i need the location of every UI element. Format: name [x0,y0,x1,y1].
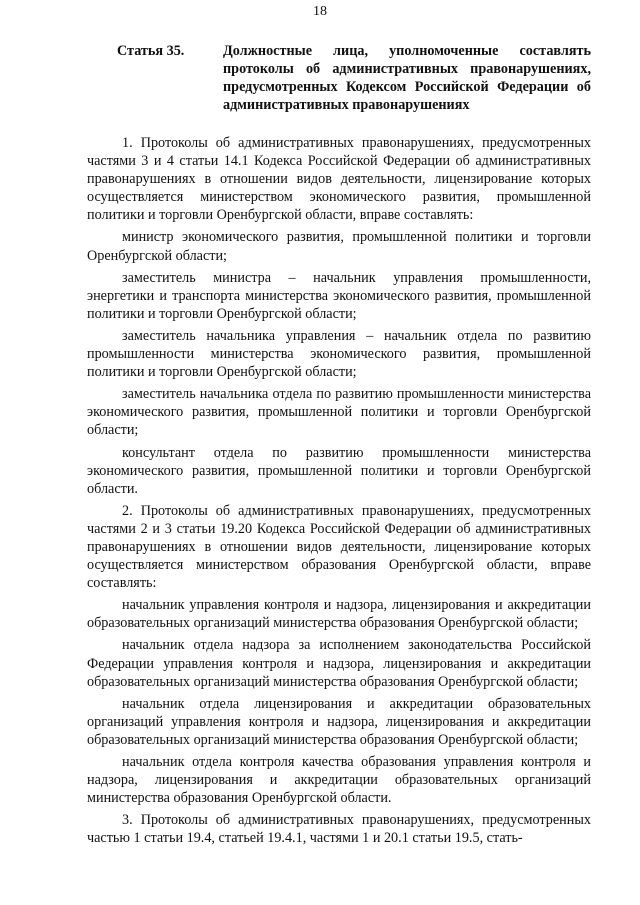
paragraph-3: 3. Протоколы об административных правонарушениях, предусмотренных частью 1 статьи 19.4, статьей 19.4.1, частями 1 и 20.1 статьи 19.5, стать- [87,812,591,847]
paragraph-2: 2. Протоколы об административных правонарушениях, предусмотренных частями 2 и 3 статьи 19.20 Кодекса Российской Федерации об административных правонарушениях в отношении видов деятельности, лицензирование которых осуществляется министерством образования Оренбургской области, вправе составлять: [87,502,591,592]
article-header [117,42,591,114]
article-number: Статья 35. [117,43,185,59]
list-item: консультант отдела по развитию промышленности министерства экономического развития, промышленной политики и торговли Оренбургской области. [87,444,591,497]
article-title: Должностные лица, уполномоченные составлять протоколы об административных правонарушениях, предусмотренных Кодексом Российской Федерации об административных правонарушениях [223,43,591,113]
list-item: начальник отдела контроля качества образования управления контроля и надзора, лицензирования и аккредитации образовательных организаций министерства образования Оренбургской области. [87,754,591,807]
list-item: начальник отдела надзора за исполнением законодательства Российской Федерации управления контроля и надзора, лицензирования и аккредитации образовательных организаций министерства образования Оренбургской области; [87,637,591,690]
article-body [87,134,591,847]
list-item: заместитель начальника управления – начальник отдела по развитию промышленности министерства экономического развития, промышленной политики и торговли Оренбургской области; [87,327,591,381]
paragraph-1: 1. Протоколы об административных правонарушениях, предусмотренных частями 3 и 4 статьи 14.1 Кодекса Российской Федерации об административных правонарушениях в отношении видов деятельности, лицензирование которых осуществляется министерством экономического развития, промышленной политики и торговли Оренбургской области, вправе составлять: [87,135,591,224]
list-item: начальник отдела лицензирования и аккредитации образовательных организаций управления контроля и надзора, лицензирования и аккредитации образовательных организаций министерства образования Оренбургской области; [87,695,591,748]
list-item: министр экономического развития, промышленной политики и торговли Оренбургской области; [87,229,591,264]
list-item: заместитель начальника отдела по развитию промышленности министерства экономического развития, промышленной политики и торговли Оренбургской области; [87,386,591,439]
list-item: заместитель министра – начальник управления промышленности, энергетики и транспорта министерства экономического развития, промышленной политики и торговли Оренбургской области; [87,269,591,322]
page-number: 18 [313,4,327,19]
list-item: начальник управления контроля и надзора, лицензирования и аккредитации образовательных организаций министерства образования Оренбургской области; [87,597,591,632]
